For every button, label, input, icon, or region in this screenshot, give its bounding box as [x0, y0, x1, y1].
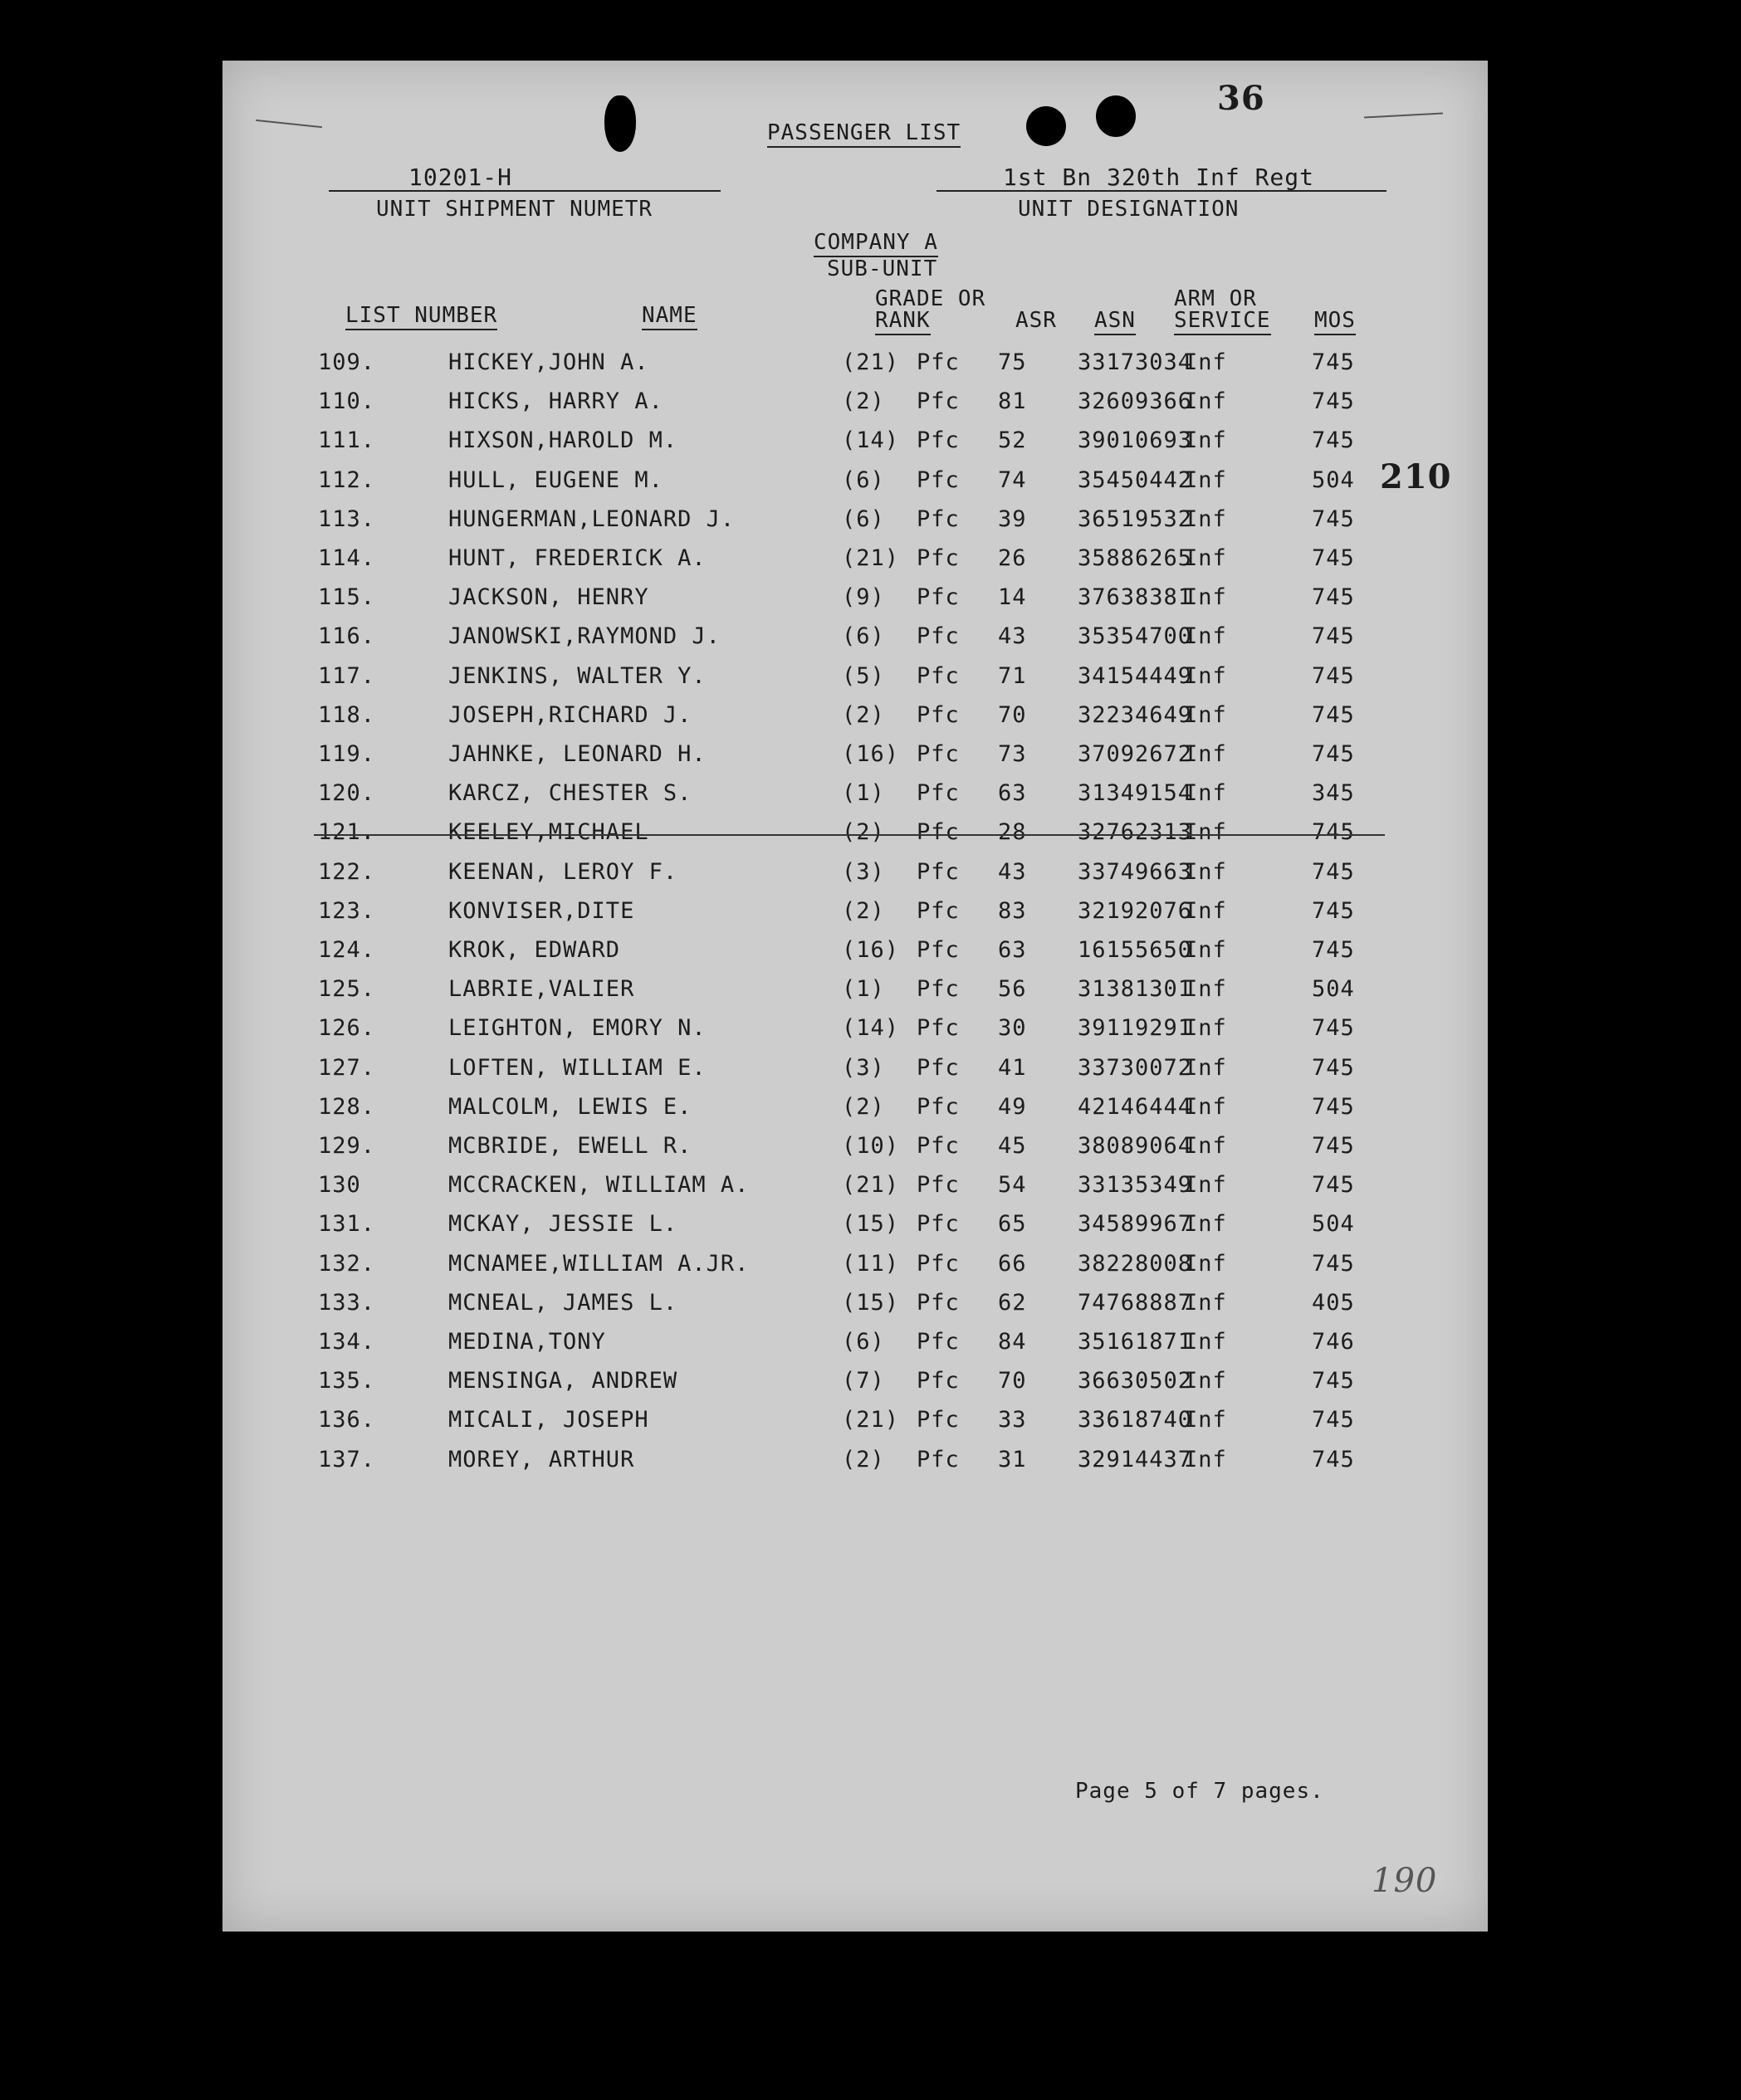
row-arm: Inf	[1184, 623, 1227, 650]
row-asn: 37092672	[1078, 741, 1193, 767]
row-asr: 73	[998, 741, 1027, 767]
col-list-number: LIST NUMBER	[345, 303, 497, 330]
row-asr: 41	[998, 1054, 1027, 1081]
row-category-code: (21)	[842, 545, 900, 571]
table-row	[223, 663, 1488, 701]
row-rank: Pfc	[917, 1093, 960, 1120]
row-name: KARCZ, CHESTER S.	[448, 780, 692, 807]
row-asr: 63	[998, 937, 1027, 963]
row-mos: 745	[1312, 937, 1355, 963]
row-rank: Pfc	[917, 545, 960, 571]
row-asn: 39010693	[1078, 427, 1193, 454]
row-list-number: 131.	[318, 1211, 376, 1238]
handwritten-number: 190	[1372, 1862, 1438, 1900]
row-asr: 75	[998, 349, 1027, 375]
col-grade-line1: GRADE OR	[875, 286, 986, 311]
row-category-code: (5)	[842, 662, 885, 689]
row-category-code: (21)	[842, 1407, 900, 1433]
row-rank: Pfc	[917, 662, 960, 689]
row-mos: 745	[1312, 505, 1355, 532]
row-category-code: (7)	[842, 1368, 885, 1394]
row-category-code: (9)	[842, 584, 885, 611]
row-mos: 745	[1312, 1446, 1355, 1472]
punch-hole	[604, 95, 636, 152]
row-name: MCCRACKEN, WILLIAM A.	[448, 1172, 750, 1199]
row-asn: 32609366	[1078, 388, 1193, 415]
row-name: KONVISER,DITE	[448, 897, 635, 924]
sub-unit: COMPANY A	[814, 230, 938, 257]
row-name: JAHNKE, LEONARD H.	[448, 741, 707, 767]
row-name: MEDINA,TONY	[448, 1329, 606, 1355]
row-category-code: (6)	[842, 1329, 885, 1355]
row-asr: 43	[998, 623, 1027, 650]
row-mos: 745	[1312, 1015, 1355, 1042]
row-list-number: 130	[318, 1172, 361, 1199]
row-mos: 746	[1312, 1329, 1355, 1355]
row-arm: Inf	[1184, 427, 1227, 454]
row-mos: 745	[1312, 545, 1355, 571]
row-asn: 33618740	[1078, 1407, 1193, 1433]
row-mos: 745	[1312, 584, 1355, 611]
row-mos: 745	[1312, 662, 1355, 689]
row-asn: 38228008	[1078, 1250, 1193, 1277]
row-rank: Pfc	[917, 584, 960, 611]
row-rank: Pfc	[917, 1446, 960, 1472]
row-mos: 745	[1312, 1368, 1355, 1394]
row-mos: 504	[1312, 1211, 1355, 1238]
row-arm: Inf	[1184, 1250, 1227, 1277]
row-asn: 33749663	[1078, 858, 1193, 885]
row-rank: Pfc	[917, 466, 960, 493]
row-list-number: 111.	[318, 427, 376, 454]
row-rank: Pfc	[917, 1133, 960, 1159]
row-asr: 33	[998, 1407, 1027, 1433]
unit-shipment-rule	[329, 190, 721, 192]
row-rank: Pfc	[917, 1015, 960, 1042]
table-row	[223, 1447, 1488, 1485]
row-asn: 35354700	[1078, 623, 1193, 650]
row-mos: 745	[1312, 388, 1355, 415]
row-asr: 65	[998, 1211, 1027, 1238]
row-rank: Pfc	[917, 1054, 960, 1081]
row-list-number: 127.	[318, 1054, 376, 1081]
table-row	[223, 427, 1488, 466]
row-arm: Inf	[1184, 662, 1227, 689]
row-arm: Inf	[1184, 1015, 1227, 1042]
row-asr: 31	[998, 1446, 1027, 1472]
row-mos: 745	[1312, 1250, 1355, 1277]
row-category-code: (16)	[842, 741, 900, 767]
row-asr: 43	[998, 858, 1027, 885]
row-arm: Inf	[1184, 1172, 1227, 1199]
row-asr: 30	[998, 1015, 1027, 1042]
row-asr: 49	[998, 1093, 1027, 1120]
page-number: 36	[1217, 79, 1265, 118]
table-row	[223, 819, 1488, 857]
margin-annotation: 210	[1380, 457, 1452, 496]
row-arm: Inf	[1184, 545, 1227, 571]
row-mos: 745	[1312, 819, 1355, 846]
row-rank: Pfc	[917, 427, 960, 454]
row-mos: 345	[1312, 780, 1355, 807]
unit-designation: 1st Bn 320th Inf Regt	[1003, 164, 1315, 191]
row-category-code: (14)	[842, 1015, 900, 1042]
row-list-number: 112.	[318, 466, 376, 493]
row-asr: 28	[998, 819, 1027, 846]
document-page	[223, 61, 1488, 1932]
row-arm: Inf	[1184, 701, 1227, 728]
row-asr: 83	[998, 897, 1027, 924]
row-asr: 63	[998, 780, 1027, 807]
row-category-code: (3)	[842, 1054, 885, 1081]
table-row	[223, 506, 1488, 545]
row-name: HICKEY,JOHN A.	[448, 349, 649, 375]
corner-scribble	[256, 120, 322, 128]
row-category-code: (6)	[842, 505, 885, 532]
row-category-code: (3)	[842, 858, 885, 885]
table-row	[223, 1290, 1488, 1328]
row-asr: 81	[998, 388, 1027, 415]
row-list-number: 129.	[318, 1133, 376, 1159]
row-list-number: 135.	[318, 1368, 376, 1394]
row-rank: Pfc	[917, 897, 960, 924]
row-category-code: (15)	[842, 1289, 900, 1316]
row-asr: 52	[998, 427, 1027, 454]
row-asn: 74768887	[1078, 1289, 1193, 1316]
row-category-code: (15)	[842, 1211, 900, 1238]
punch-hole	[1096, 95, 1136, 137]
row-asr: 14	[998, 584, 1027, 611]
row-asn: 33173034	[1078, 349, 1193, 375]
row-mos: 745	[1312, 897, 1355, 924]
table-row	[223, 388, 1488, 427]
row-arm: Inf	[1184, 466, 1227, 493]
strikethrough-line	[314, 834, 1385, 836]
row-name: MCBRIDE, EWELL R.	[448, 1133, 692, 1159]
row-asn: 32234649	[1078, 701, 1193, 728]
row-arm: Inf	[1184, 1289, 1227, 1316]
row-asr: 56	[998, 976, 1027, 1003]
row-asn: 16155650	[1078, 937, 1193, 963]
row-rank: Pfc	[917, 1289, 960, 1316]
row-mos: 745	[1312, 427, 1355, 454]
row-list-number: 124.	[318, 937, 376, 963]
row-category-code: (14)	[842, 427, 900, 454]
row-asr: 26	[998, 545, 1027, 571]
row-mos: 745	[1312, 1407, 1355, 1433]
row-asn: 39119291	[1078, 1015, 1193, 1042]
row-asn: 34154449	[1078, 662, 1193, 689]
row-arm: Inf	[1184, 897, 1227, 924]
row-asn: 35450442	[1078, 466, 1193, 493]
row-rank: Pfc	[917, 1211, 960, 1238]
row-name: HIXSON,HAROLD M.	[448, 427, 678, 454]
table-row	[223, 545, 1488, 584]
row-arm: Inf	[1184, 1446, 1227, 1472]
row-rank: Pfc	[917, 1329, 960, 1355]
row-mos: 745	[1312, 1093, 1355, 1120]
row-rank: Pfc	[917, 780, 960, 807]
row-asn: 42146444	[1078, 1093, 1193, 1120]
row-mos: 405	[1312, 1289, 1355, 1316]
row-name: MENSINGA, ANDREW	[448, 1368, 678, 1394]
row-rank: Pfc	[917, 937, 960, 963]
unit-shipment-number: 10201-H	[408, 164, 513, 191]
row-arm: Inf	[1184, 976, 1227, 1003]
document-title: PASSENGER LIST	[767, 120, 961, 148]
row-arm: Inf	[1184, 349, 1227, 375]
table-row	[223, 780, 1488, 818]
row-category-code: (11)	[842, 1250, 900, 1277]
row-rank: Pfc	[917, 623, 960, 650]
row-category-code: (1)	[842, 976, 885, 1003]
row-category-code: (2)	[842, 388, 885, 415]
row-category-code: (6)	[842, 623, 885, 650]
row-name: JACKSON, HENRY	[448, 584, 649, 611]
row-list-number: 113.	[318, 505, 376, 532]
row-rank: Pfc	[917, 388, 960, 415]
row-list-number: 120.	[318, 780, 376, 807]
row-name: JOSEPH,RICHARD J.	[448, 701, 692, 728]
row-list-number: 126.	[318, 1015, 376, 1042]
row-list-number: 123.	[318, 897, 376, 924]
table-row	[223, 1094, 1488, 1132]
row-mos: 504	[1312, 466, 1355, 493]
table-row	[223, 859, 1488, 897]
row-name: MALCOLM, LEWIS E.	[448, 1093, 692, 1120]
row-category-code: (2)	[842, 819, 885, 846]
row-asr: 54	[998, 1172, 1027, 1199]
unit-designation-label: UNIT DESIGNATION	[1018, 197, 1240, 222]
row-category-code: (10)	[842, 1133, 900, 1159]
row-mos: 745	[1312, 858, 1355, 885]
table-row	[223, 349, 1488, 388]
row-rank: Pfc	[917, 1172, 960, 1199]
row-category-code: (16)	[842, 937, 900, 963]
row-asr: 84	[998, 1329, 1027, 1355]
table-row	[223, 623, 1488, 662]
row-arm: Inf	[1184, 1054, 1227, 1081]
row-asr: 71	[998, 662, 1027, 689]
table-row	[223, 1172, 1488, 1210]
corner-scribble	[1364, 113, 1443, 119]
row-list-number: 133.	[318, 1289, 376, 1316]
unit-designation-rule	[937, 190, 1386, 192]
row-asn: 32762313	[1078, 819, 1193, 846]
row-list-number: 121.	[318, 819, 376, 846]
table-row	[223, 1368, 1488, 1406]
page-of-footer: Page 5 of 7 pages.	[1075, 1779, 1324, 1804]
table-row	[223, 898, 1488, 936]
row-mos: 504	[1312, 976, 1355, 1003]
row-list-number: 134.	[318, 1329, 376, 1355]
row-arm: Inf	[1184, 1211, 1227, 1238]
row-asn: 33730072	[1078, 1054, 1193, 1081]
col-grade-line2: RANK	[875, 308, 931, 335]
row-category-code: (2)	[842, 1446, 885, 1472]
row-asr: 66	[998, 1250, 1027, 1277]
row-name: KEENAN, LEROY F.	[448, 858, 678, 885]
row-rank: Pfc	[917, 976, 960, 1003]
table-row	[223, 584, 1488, 623]
table-row	[223, 467, 1488, 505]
row-name: MOREY, ARTHUR	[448, 1446, 635, 1472]
row-asn: 35161871	[1078, 1329, 1193, 1355]
row-asn: 32192076	[1078, 897, 1193, 924]
table-row	[223, 702, 1488, 740]
table-row	[223, 1407, 1488, 1445]
row-rank: Pfc	[917, 858, 960, 885]
col-arm-line1: ARM OR	[1174, 286, 1257, 311]
row-list-number: 110.	[318, 388, 376, 415]
row-arm: Inf	[1184, 819, 1227, 846]
row-mos: 745	[1312, 349, 1355, 375]
row-mos: 745	[1312, 1133, 1355, 1159]
unit-shipment-label: UNIT SHIPMENT NUMETR	[376, 197, 653, 222]
row-name: KEELEY,MICHAEL	[448, 819, 649, 846]
row-asr: 74	[998, 466, 1027, 493]
row-name: MCKAY, JESSIE L.	[448, 1211, 678, 1238]
row-arm: Inf	[1184, 1368, 1227, 1394]
row-name: KROK, EDWARD	[448, 937, 621, 963]
row-mos: 745	[1312, 1054, 1355, 1081]
row-asr: 70	[998, 701, 1027, 728]
row-rank: Pfc	[917, 349, 960, 375]
row-rank: Pfc	[917, 1250, 960, 1277]
row-arm: Inf	[1184, 741, 1227, 767]
table-row	[223, 1055, 1488, 1093]
row-list-number: 137.	[318, 1446, 376, 1472]
table-row	[223, 937, 1488, 975]
row-list-number: 119.	[318, 741, 376, 767]
sub-unit-label: SUB-UNIT	[827, 256, 938, 281]
row-name: JANOWSKI,RAYMOND J.	[448, 623, 721, 650]
row-name: HUNT, FREDERICK A.	[448, 545, 707, 571]
row-list-number: 128.	[318, 1093, 376, 1120]
row-name: LABRIE,VALIER	[448, 976, 635, 1003]
row-name: LEIGHTON, EMORY N.	[448, 1015, 707, 1042]
row-mos: 745	[1312, 701, 1355, 728]
row-category-code: (2)	[842, 701, 885, 728]
col-arm-line2: SERVICE	[1174, 308, 1271, 335]
row-category-code: (2)	[842, 1093, 885, 1120]
col-asn: ASN	[1094, 308, 1136, 335]
row-category-code: (2)	[842, 897, 885, 924]
table-row	[223, 1211, 1488, 1249]
row-name: MCNAMEE,WILLIAM A.JR.	[448, 1250, 750, 1277]
row-asr: 39	[998, 505, 1027, 532]
row-category-code: (21)	[842, 349, 900, 375]
row-name: HULL, EUGENE M.	[448, 466, 663, 493]
row-arm: Inf	[1184, 858, 1227, 885]
row-asn: 37638381	[1078, 584, 1193, 611]
row-name: HUNGERMAN,LEONARD J.	[448, 505, 736, 532]
row-asn: 36630502	[1078, 1368, 1193, 1394]
row-list-number: 122.	[318, 858, 376, 885]
row-asn: 34589967	[1078, 1211, 1193, 1238]
row-asn: 38089064	[1078, 1133, 1193, 1159]
row-category-code: (21)	[842, 1172, 900, 1199]
row-category-code: (6)	[842, 466, 885, 493]
col-mos: MOS	[1314, 308, 1356, 335]
row-arm: Inf	[1184, 780, 1227, 807]
row-arm: Inf	[1184, 1329, 1227, 1355]
row-list-number: 114.	[318, 545, 376, 571]
table-row	[223, 1329, 1488, 1367]
row-category-code: (1)	[842, 780, 885, 807]
row-asn: 36519532	[1078, 505, 1193, 532]
table-row	[223, 1015, 1488, 1053]
row-list-number: 115.	[318, 584, 376, 611]
row-asn: 35886265	[1078, 545, 1193, 571]
punch-hole	[1026, 106, 1066, 146]
row-list-number: 117.	[318, 662, 376, 689]
row-arm: Inf	[1184, 388, 1227, 415]
row-mos: 745	[1312, 741, 1355, 767]
row-arm: Inf	[1184, 584, 1227, 611]
row-list-number: 109.	[318, 349, 376, 375]
row-rank: Pfc	[917, 741, 960, 767]
row-mos: 745	[1312, 1172, 1355, 1199]
row-rank: Pfc	[917, 505, 960, 532]
row-arm: Inf	[1184, 937, 1227, 963]
col-asr: ASR	[1015, 308, 1057, 333]
row-arm: Inf	[1184, 1093, 1227, 1120]
row-list-number: 136.	[318, 1407, 376, 1433]
row-rank: Pfc	[917, 1368, 960, 1394]
row-mos: 745	[1312, 623, 1355, 650]
row-arm: Inf	[1184, 505, 1227, 532]
row-list-number: 132.	[318, 1250, 376, 1277]
row-asr: 45	[998, 1133, 1027, 1159]
table-row	[223, 741, 1488, 779]
row-asn: 32914437	[1078, 1446, 1193, 1472]
row-rank: Pfc	[917, 819, 960, 846]
row-asn: 33135349	[1078, 1172, 1193, 1199]
row-arm: Inf	[1184, 1407, 1227, 1433]
row-name: MICALI, JOSEPH	[448, 1407, 649, 1433]
table-row	[223, 1251, 1488, 1289]
row-list-number: 116.	[318, 623, 376, 650]
row-name: HICKS, HARRY A.	[448, 388, 663, 415]
table-row	[223, 1133, 1488, 1171]
row-arm: Inf	[1184, 1133, 1227, 1159]
table-row	[223, 976, 1488, 1014]
col-name: NAME	[642, 303, 697, 330]
row-rank: Pfc	[917, 701, 960, 728]
row-name: MCNEAL, JAMES L.	[448, 1289, 678, 1316]
row-list-number: 118.	[318, 701, 376, 728]
row-list-number: 125.	[318, 976, 376, 1003]
row-asr: 62	[998, 1289, 1027, 1316]
row-asr: 70	[998, 1368, 1027, 1394]
row-asn: 31381301	[1078, 976, 1193, 1003]
row-name: LOFTEN, WILLIAM E.	[448, 1054, 707, 1081]
row-name: JENKINS, WALTER Y.	[448, 662, 707, 689]
row-rank: Pfc	[917, 1407, 960, 1433]
row-asn: 31349154	[1078, 780, 1193, 807]
